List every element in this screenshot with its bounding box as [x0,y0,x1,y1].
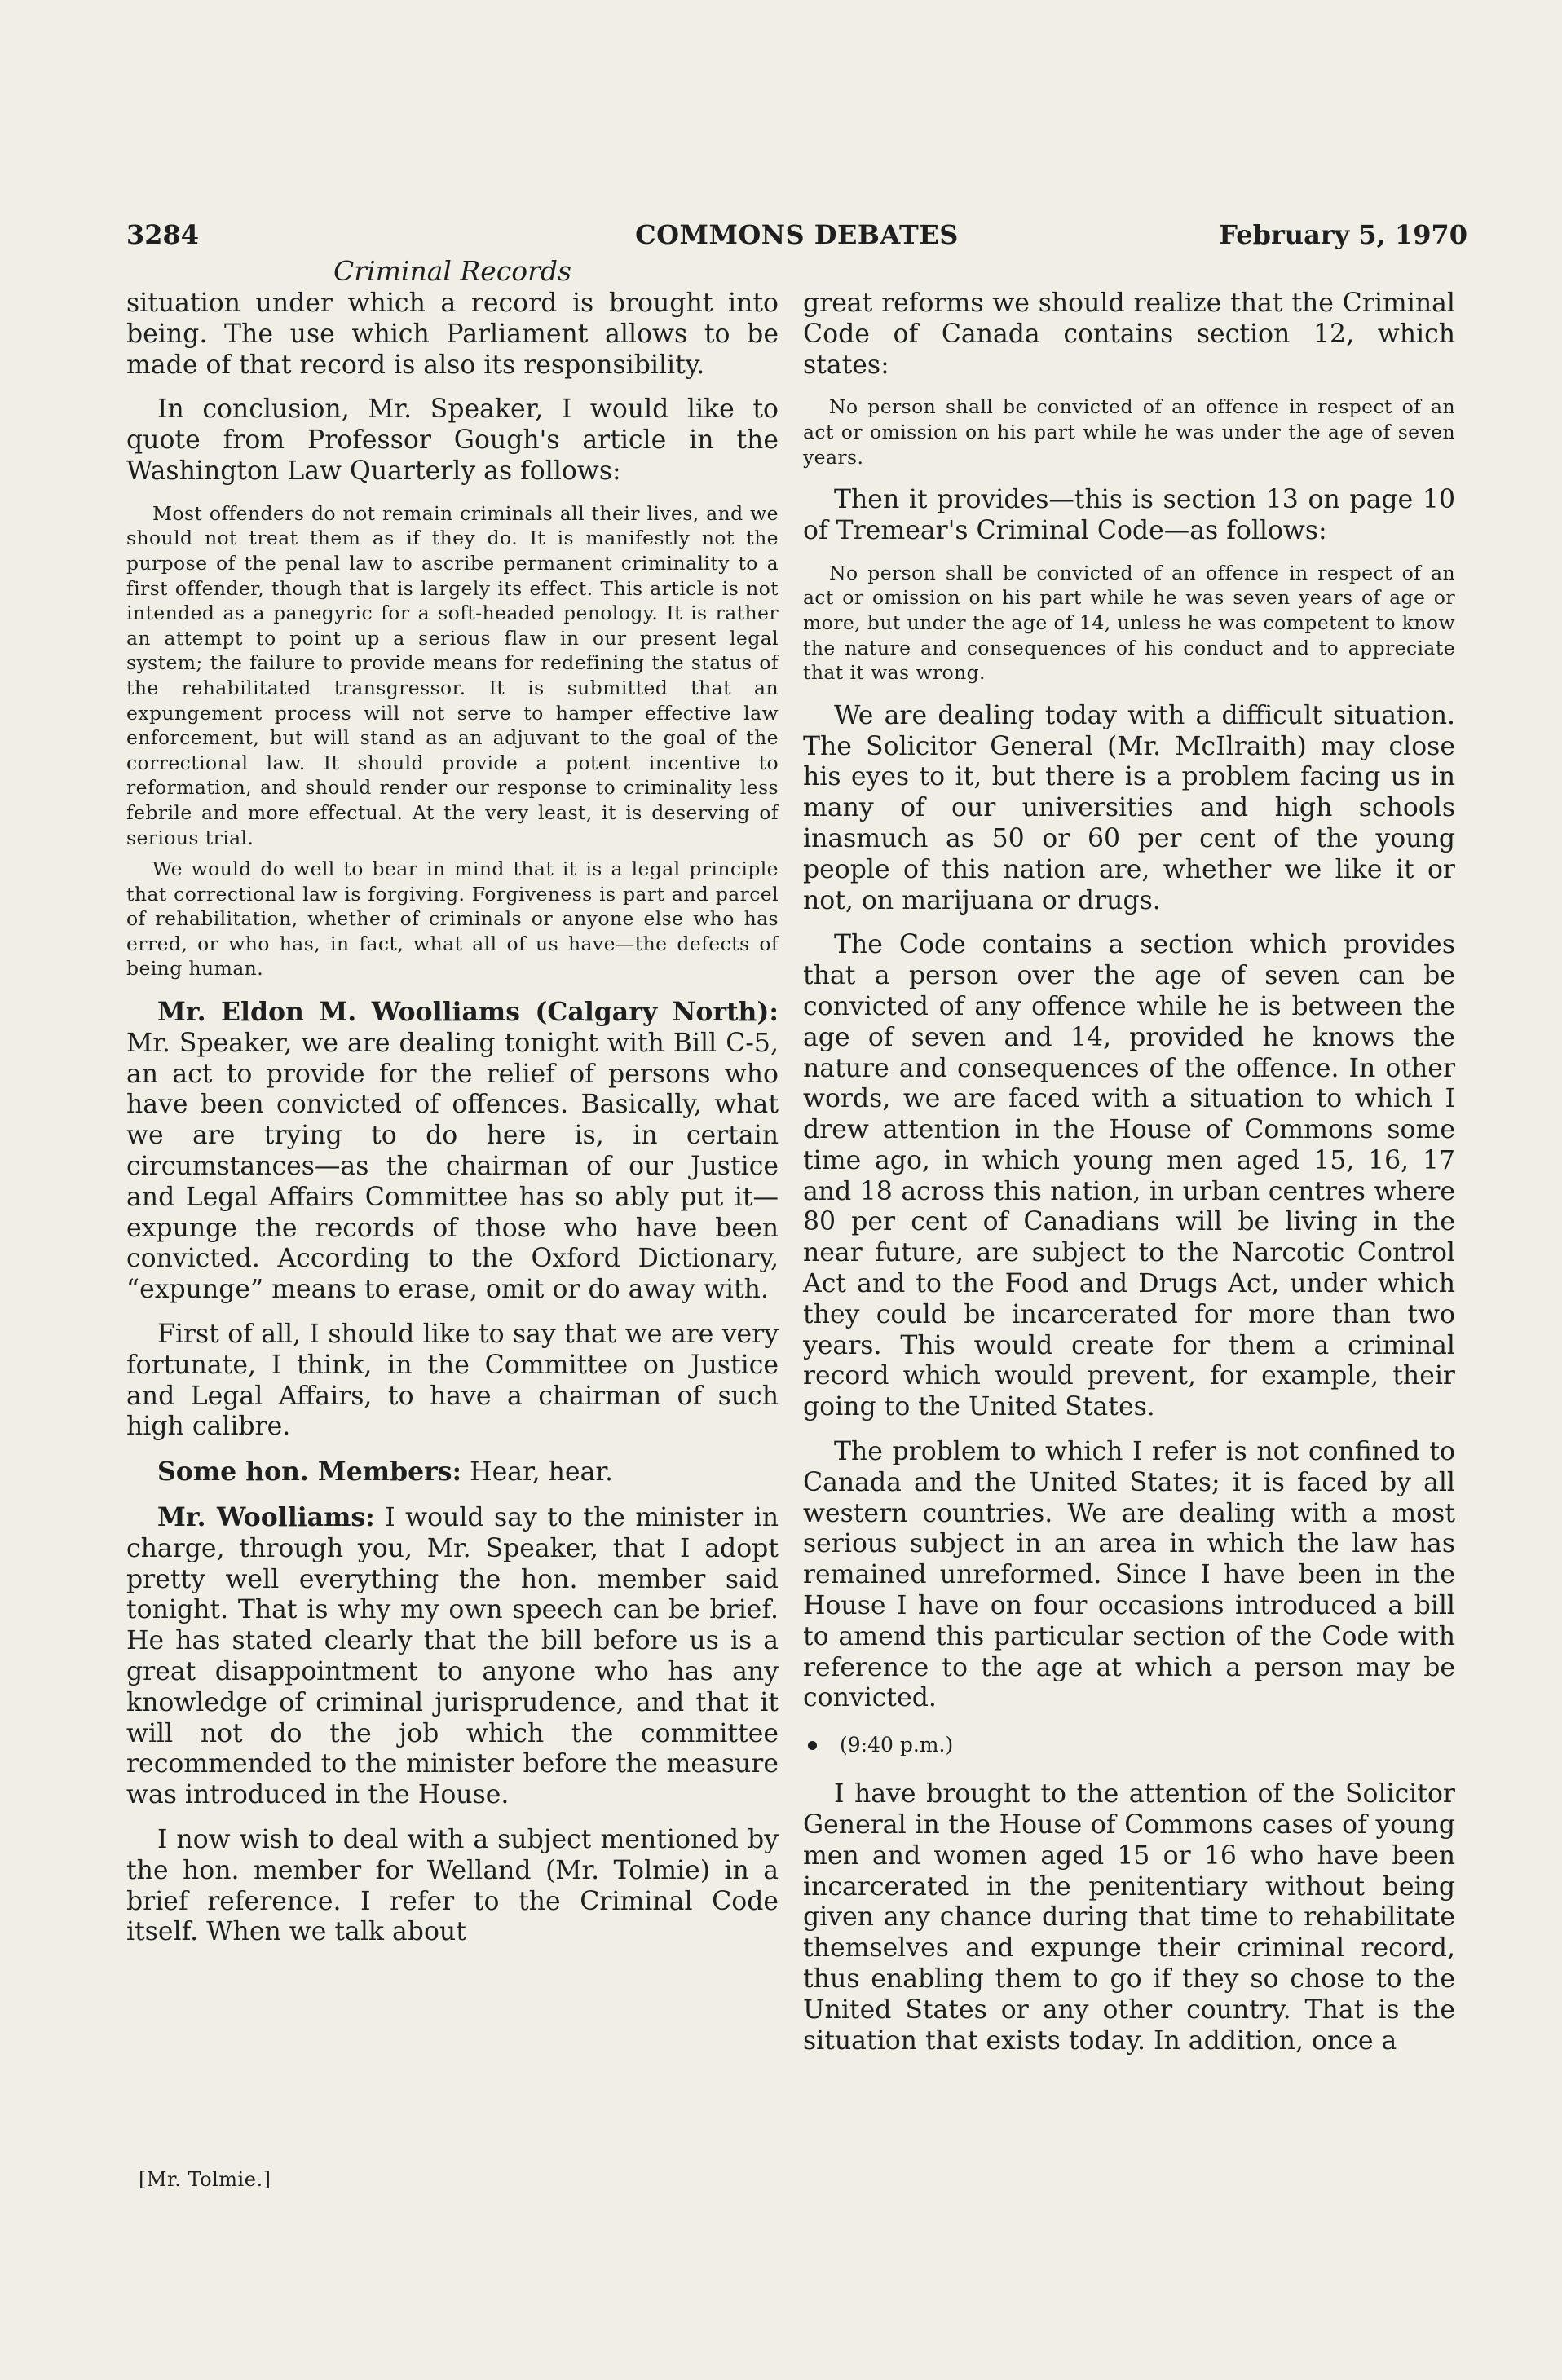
speech-text: Mr. Speaker, we are dealing tonight with Bill C-5, an act to provide for the relief of persons who have been convicted of offences. Basically, what we are trying to do here is, in certain circumstances—as the chairman of our Justice and Legal Affairs Committee has so ably put it—expunge the records of those who have been convicted. According to the Oxford Dictionary, “expunge” means to erase, omit or do away with. [126,1028,779,1305]
speaker-name: Mr. Eldon M. Woolliams (Calgary North): [157,997,779,1028]
block-quote: No person shall be convicted of an offence in respect of an act or omission on his part while he was seven years of age or more, but under the age of 14, unless he was competent to know the nature and consequences of his conduct and to appreciate that it was wrong. [803,561,1455,685]
paragraph: I now wish to deal with a subject mentioned by the hon. member for Welland (Mr. Tolmie) in a brief reference. I refer to the Criminal Code itself. When we talk about [126,1824,779,1947]
section-title: Criminal Records [333,255,571,287]
left-column [126,289,779,1962]
footer-speaker-note: [Mr. Tolmie.] [139,2168,271,2191]
speech-paragraph [126,1502,779,1811]
paragraph: We are dealing today with a difficult situation. The Solicitor General (Mr. McIlraith) may close his eyes to it, but there is a problem facing us in many of our universities and high schools inasmuch as 50 or 60 per cent of the young people of this nation are, whether we like it or not, on marijuana or drugs. [803,700,1455,915]
paragraph: situation under which a record is brought into being. The use which Parliament allows to be made of that record is also its responsibility. [126,289,779,380]
time-stamp [803,1729,1455,1761]
speaker-name: Some hon. Members: [157,1457,462,1488]
block-quote: Most offenders do not remain criminals all their lives, and we should not treat them as if they do. It is manifestly not the purpose of the penal law to ascribe permanent criminality to a first offender, though that is largely its effect. This article is not intended as a panegyric for a soft-headed penology. It is rather an attempt to point up a serious flaw in our present legal system; the failure to provide means for redefining the status of the rehabilitated transgressor. It is submitted that an expungement process will not serve to hamper effective law enforcement, but will stand as an adjuvant to the goal of the correctional law. It should provide a potent incentive to reformation, and should render our response to criminality less febrile and more effectual. At the very least, it is deserving of serious trial. [126,501,779,849]
publication-title: COMMONS DEBATES [635,219,959,250]
speech-text: Hear, hear. [461,1457,613,1488]
speech-text: I would say to the minister in charge, through you, Mr. Speaker, that I adopt pretty well everything the hon. member said tonight. That is why my own speech can be brief. He has stated clearly that the bill before us is a great disappointment to anyone who has any knowledge of criminal jurisprudence, and that it will not do the job which the committee recommended to the minister before the measure was introduced in the House. [126,1503,779,1810]
speaker-name: Mr. Woolliams: [157,1502,375,1533]
paragraph: First of all, I should like to say that we are very fortunate, I think, in the Committee on Justice and Legal Affairs, to have a chairman of such high calibre. [126,1320,779,1442]
publication-date: February 5, 1970 [1219,219,1467,250]
paragraph: I have brought to the attention of the Solicitor General in the House of Commons cases of young men and women aged 15 or 16 who have been incarcerated in the penitentiary without being given any chance during that time to rehabilitate themselves and expunge their criminal record, thus enabling them to go if they so chose to the United States or any other country. That is the situation that exists today. In addition, once a [803,1779,1455,2056]
block-quote: No person shall be convicted of an offence in respect of an act or omission on his part while he was under the age of seven years. [803,395,1455,469]
speech-paragraph [126,1457,779,1488]
page-number: 3284 [126,219,200,250]
paragraph: The Code contains a section which provides that a person over the age of seven can be convicted of any offence while he is between the age of seven and 14, provided he knows the nature and consequences of the offence. In other words, we are faced with a situation to which I drew attention in the House of Commons some time ago, in which young men aged 15, 16, 17 and 18 across this nation, in urban centres where 80 per cent of Canadians will be living in the near future, are subject to the Narcotic Control Act and to the Food and Drugs Act, under which they could be incarcerated for more than two years. This would create for them a criminal record which would prevent, for example, their going to the United States. [803,930,1455,1422]
block-quote: We would do well to bear in mind that it is a legal principle that correctional law is forgiving. Forgiveness is part and parcel of rehabilitation, whether of criminals or anyone else who has erred, or who has, in fact, what all of us have—the defects of being human. [126,857,779,981]
paragraph: In conclusion, Mr. Speaker, I would like to quote from Professor Gough's article in the Washington Law Quarterly as follows: [126,394,779,486]
page-header [126,217,1467,253]
paragraph: Then it provides—this is section 13 on page 10 of Tremear's Criminal Code—as follows: [803,485,1455,545]
speech-paragraph [126,997,779,1306]
paragraph: great reforms we should realize that the Criminal Code of Canada contains section 12, which states: [803,289,1455,380]
right-column [803,289,1455,2070]
paragraph: The problem to which I refer is not confined to Canada and the United States; it is faced by all western countries. We are dealing with a most serious subject in an area in which the law has remained unreformed. Since I have been in the House I have on four occasions introduced a bill to amend this particular section of the Code with reference to the age at which a person may be convicted. [803,1437,1455,1713]
time-stamp-text: (9:40 p.m.) [840,1733,954,1757]
bullet-icon [808,1741,817,1750]
